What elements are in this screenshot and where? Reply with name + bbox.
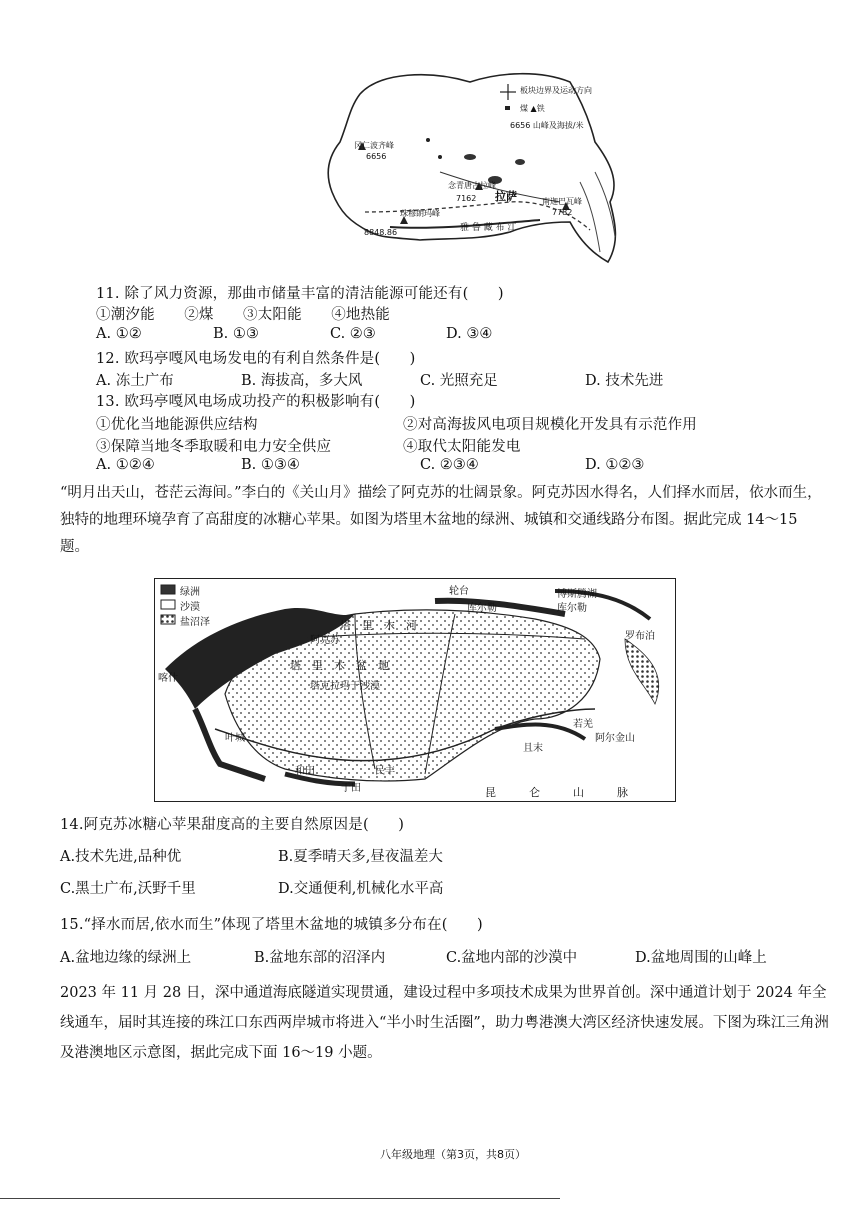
q13-option-c[interactable]: C. ②③④	[420, 457, 479, 473]
label-aksu: 阿克苏	[310, 635, 340, 646]
label-nyenchen: 念青唐古拉峰	[448, 181, 496, 190]
q15-option-d[interactable]: D.盆地周围的山峰上	[635, 950, 767, 966]
q12-option-d[interactable]: D. 技术先进	[585, 373, 664, 389]
label-everest-height: 8848.86	[364, 228, 398, 237]
q11-option-d[interactable]: D. ③④	[446, 326, 493, 342]
label-yecheng: 叶城	[225, 733, 245, 744]
label-qiemo: 且末	[523, 743, 543, 754]
bottom-rule	[0, 1198, 560, 1199]
q13-item-2: ②对高海拔风电项目规模化开发具有示范作用	[403, 417, 697, 433]
label-luobu-lake: 罗布泊	[625, 631, 655, 642]
q13-option-a[interactable]: A. ①②④	[96, 457, 155, 473]
legend-plate-boundary: 板块边界及运动方向	[520, 86, 592, 95]
q14-option-b[interactable]: B.夏季晴天多,昼夜温差大	[278, 849, 443, 865]
label-agren-peak: 冈仁波齐峰	[354, 141, 394, 150]
label-kunlun: 昆 仑 山 脉	[485, 786, 628, 799]
tarim-map	[154, 578, 676, 802]
q12-stem: 12. 欧玛亭嘎风电场发电的有利自然条件是( )	[96, 351, 416, 367]
q14-option-d[interactable]: D.交通便利,机械化水平高	[278, 881, 444, 897]
q11-stem: 11. 除了风力资源，那曲市储量丰富的清洁能源可能还有( )	[96, 286, 504, 302]
label-minfeng: 民丰	[375, 766, 395, 777]
q12-option-c[interactable]: C. 光照充足	[420, 373, 498, 389]
q13-option-b[interactable]: B. ①③④	[241, 457, 300, 473]
label-yarlung-river: 雅 鲁 藏 布 江	[460, 223, 517, 233]
q15-stem: 15.“择水而居,依水而生”体现了塔里木盆地的城镇多分布在( )	[60, 917, 483, 933]
label-kashgar: 喀什	[158, 673, 178, 684]
label-bosten-lake: 博斯腾湖	[557, 589, 597, 600]
label-yutian: 于田	[341, 783, 361, 794]
label-luntai: 轮台	[449, 586, 469, 597]
label-everest: 珠穆朗玛峰	[400, 209, 440, 218]
q13-option-d[interactable]: D. ①②③	[585, 457, 645, 473]
q11-option-a[interactable]: A. ①②	[96, 326, 142, 342]
label-agren-height: 6656	[366, 152, 387, 161]
legend-oasis: 绿洲	[180, 587, 200, 598]
q11-option-b[interactable]: B. ①③	[213, 326, 259, 342]
label-tarim-river: 塔 里 木 河	[340, 619, 417, 632]
q14-option-c[interactable]: C.黑土广布,沃野千里	[60, 881, 196, 897]
q13-stem: 13. 欧玛亭嘎风电场成功投产的积极影响有( )	[96, 394, 416, 410]
label-namcha-height: 7782	[552, 208, 573, 217]
label-lhasa: 拉萨	[495, 190, 517, 203]
passage-tarim: “明月出天山，苍茫云海间。”李白的《关山月》描绘了阿克苏的壮阔景象。阿克苏因水得名，人们择水而居，依水而生，独特的地理环境孕育了高甜度的冰糖心苹果。如图为塔里木盆地的绿洲、城镇和交通线路分布图。据此完成 14～15 题。	[60, 485, 822, 555]
label-tarim-basin: 塔 里 木 盆 地	[290, 659, 389, 672]
legend-peak: 6656 山峰及海拔/米	[510, 121, 584, 130]
q15-option-b[interactable]: B.盆地东部的沼泽内	[254, 950, 386, 966]
q12-option-b[interactable]: B. 海拔高，多大风	[241, 373, 363, 389]
label-korla-city: 库尔勒	[467, 603, 497, 614]
legend-salt-marsh: 盐沼泽	[180, 617, 210, 628]
label-namcha: 南迦巴瓦峰	[542, 197, 582, 206]
q12-option-a[interactable]: A. 冻土广布	[96, 373, 174, 389]
q15-option-c[interactable]: C.盆地内部的沙漠中	[446, 950, 578, 966]
label-altun: 阿尔金山	[595, 733, 635, 744]
q13-item-4: ④取代太阳能发电	[403, 439, 521, 455]
q13-item-3: ③保障当地冬季取暖和电力安全供应	[96, 439, 332, 455]
q11-items: ①潮汐能 ②煤 ③太阳能 ④地热能	[96, 307, 390, 323]
tarim-map-drawing	[155, 579, 675, 801]
label-ruoqiang: 若羌	[573, 719, 593, 730]
q14-stem: 14.阿克苏冰糖心苹果甜度高的主要自然原因是( )	[60, 817, 405, 833]
page-footer: 八年级地理（第3页，共8页）	[380, 1148, 526, 1161]
q14-option-a[interactable]: A.技术先进,品种优	[60, 849, 182, 865]
label-korla-area: 库尔勒	[557, 603, 587, 614]
passage-shenzhong: 2023 年 11 月 28 日，深中通道海底隧道实现贯通，建设过程中多项技术成果为世界首创。深中通道计划于 2024 年全线通车，届时其连接的珠江口东西两岸城市将进入“半小时生活圈”，助力粤港澳大湾区经济快速发展。下图为珠江三角洲及港澳地区示意图，据此完成下面 16～19 小题。	[60, 985, 829, 1061]
q15-option-a[interactable]: A.盆地边缘的绿洲上	[60, 950, 192, 966]
tibet-map	[320, 62, 640, 274]
legend-desert: 沙漠	[180, 602, 200, 613]
label-taklimakan: 塔克拉玛干沙漠	[310, 681, 380, 692]
tibet-map-outline	[320, 62, 640, 274]
legend-coal-iron: 煤 ▲铁	[520, 104, 545, 113]
q13-item-1: ①优化当地能源供应结构	[96, 417, 258, 433]
label-nyenchen-height: 7162	[456, 194, 477, 203]
q11-option-c[interactable]: C. ②③	[330, 326, 376, 342]
label-hetian: 和田	[295, 766, 315, 777]
